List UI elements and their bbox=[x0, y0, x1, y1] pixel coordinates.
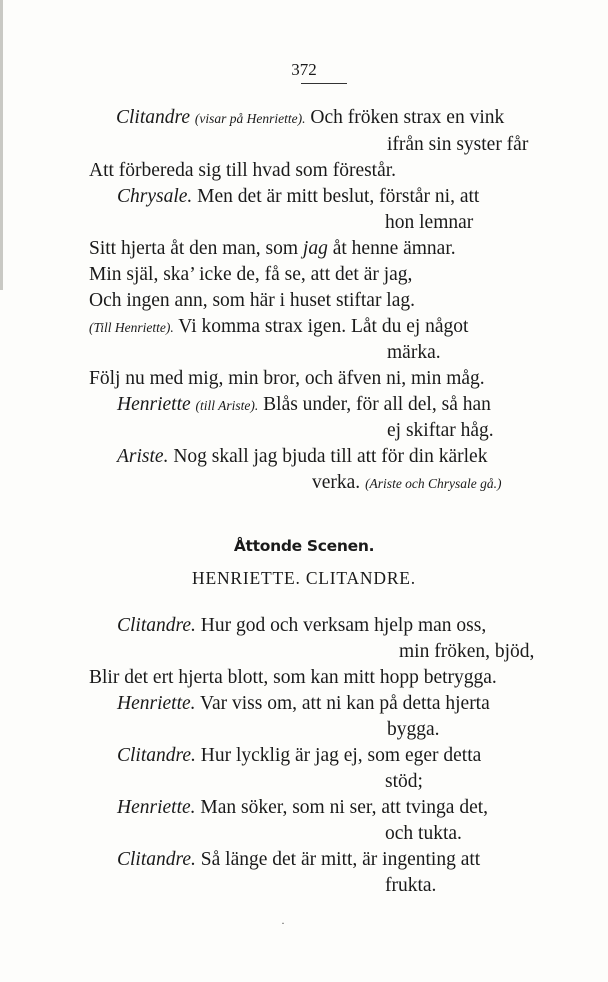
dialogue-line bbox=[116, 105, 504, 132]
dialogue-line bbox=[117, 613, 486, 639]
verse-text: verka. bbox=[312, 472, 361, 493]
stage-direction: (visar på Henriette). bbox=[194, 111, 306, 126]
verse-continuation: min fröken, bjöd, bbox=[399, 641, 535, 662]
page-edge-shadow bbox=[0, 0, 3, 290]
verse-line: Följ nu med mig, min bror, och äfven ni, min måg. bbox=[89, 368, 485, 389]
speaker-name: Clitandre. bbox=[117, 745, 196, 766]
verse-line: Att förbereda sig till hvad som förestår. bbox=[89, 160, 397, 181]
verse-continuation: ej skiftar håg. bbox=[387, 420, 494, 441]
dialogue-line bbox=[117, 444, 487, 470]
speaker-name: Henriette bbox=[117, 394, 191, 415]
verse-continuation: märka. bbox=[387, 342, 441, 363]
verse-line: Blir det ert hjerta blott, som kan mitt hopp betrygga. bbox=[89, 667, 497, 688]
verse-line bbox=[89, 236, 456, 262]
verse-text: Var viss om, att ni kan på detta hjerta bbox=[200, 693, 490, 714]
verse-line: Min själ, ska’ icke de, få se, att det är jag, bbox=[89, 264, 413, 285]
verse-continuation: och tukta. bbox=[385, 823, 462, 844]
verse-text: åt henne ämnar. bbox=[332, 238, 456, 259]
stage-direction: (Till Henriette). bbox=[89, 320, 174, 335]
page-number-rule bbox=[301, 83, 347, 84]
speaker-name: Chrysale. bbox=[117, 186, 193, 207]
verse-text: Så länge det är mitt, är ingenting att bbox=[200, 849, 481, 870]
speaker-name: Clitandre. bbox=[117, 849, 196, 870]
verse-continuation: bygga. bbox=[387, 719, 440, 740]
stage-direction: (Ariste och Chrysale gå.) bbox=[365, 476, 502, 491]
verse-text: Men det är mitt beslut, förstår ni, att bbox=[197, 186, 480, 207]
verse-continuation: stöd; bbox=[385, 771, 423, 792]
dialogue-line bbox=[117, 795, 488, 821]
scene-characters: HENRIETTE. CLITANDRE. bbox=[192, 568, 416, 588]
dialogue-line bbox=[117, 847, 480, 873]
stray-ink-mark: · bbox=[281, 916, 285, 930]
speaker-name: Clitandre bbox=[116, 107, 191, 128]
verse-text: Hur lycklig är jag ej, som eger detta bbox=[200, 745, 482, 766]
verse-text: Hur god och verksam hjelp man oss, bbox=[200, 615, 487, 636]
dialogue-line bbox=[117, 691, 490, 717]
verse-continuation: frukta. bbox=[385, 875, 437, 896]
verse-text: Man söker, som ni ser, att tvinga det, bbox=[200, 797, 489, 818]
emphasis-word: jag bbox=[302, 238, 328, 259]
verse-text: Och fröken strax en vink bbox=[310, 107, 505, 128]
verse-text: Vi komma strax igen. Låt du ej något bbox=[178, 316, 469, 337]
verse-text: Nog skall jag bjuda till att för din kärlek bbox=[173, 446, 488, 467]
scene-title: Åttonde Scenen. bbox=[233, 537, 375, 555]
page-number: 372 bbox=[291, 60, 317, 79]
verse-text: Sitt hjerta åt den man, som bbox=[89, 238, 299, 259]
speaker-name: Henriette. bbox=[117, 797, 196, 818]
verse-line: Och ingen ann, som här i huset stiftar lag. bbox=[89, 290, 416, 311]
verse-continuation bbox=[312, 470, 502, 497]
speaker-name: Ariste. bbox=[117, 446, 169, 467]
verse-text: Blås under, för all del, så han bbox=[263, 394, 491, 415]
stage-direction: (till Ariste). bbox=[195, 398, 259, 413]
verse-continuation: ifrån sin syster får bbox=[387, 134, 529, 155]
verse-continuation: hon lemnar bbox=[385, 212, 474, 233]
dialogue-line bbox=[89, 314, 468, 341]
dialogue-line bbox=[117, 184, 479, 210]
dialogue-line bbox=[117, 392, 491, 419]
speaker-name: Clitandre. bbox=[117, 615, 196, 636]
speaker-name: Henriette. bbox=[117, 693, 196, 714]
dialogue-line bbox=[117, 743, 481, 769]
